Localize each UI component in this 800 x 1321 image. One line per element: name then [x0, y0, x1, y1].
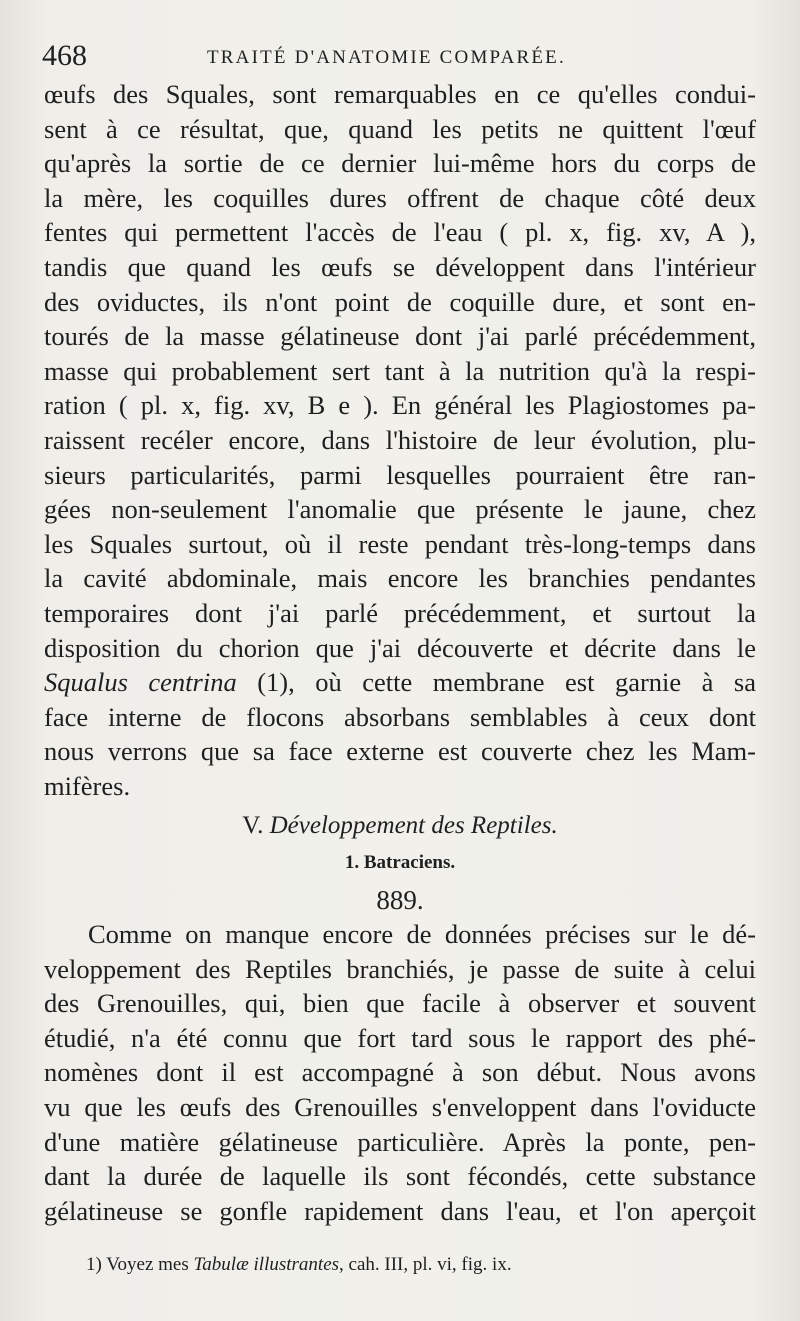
section-title: Développement des Reptiles.: [269, 812, 558, 839]
section-heading: [0, 806, 800, 846]
subsection-heading: 1. Batraciens.: [344, 852, 456, 873]
text-line: dant la durée de laquelle ils sont fécondés, cette substance: [44, 1161, 756, 1192]
page-number: 468: [42, 39, 87, 72]
page-header: [42, 36, 754, 76]
species-name: Squalus centrina: [44, 667, 237, 698]
text-line: sent à ce résultat, que, quand les petits ne quittent l'œuf: [44, 113, 756, 144]
text-line: d'une matière gélatineuse particulière. Après la ponte, pen-: [44, 1126, 756, 1157]
running-title: TRAITÉ D'ANATOMIE COMPARÉE.: [207, 47, 566, 68]
text-line: des oviductes, ils n'ont point de coquille dure, et sont en-: [44, 286, 756, 317]
paragraph-1: [44, 77, 756, 803]
text-line: masse qui probablement sert tant à la nutrition qu'à la respi-: [44, 355, 756, 386]
text-line: des Grenouilles, qui, bien que facile à observer et souvent: [44, 988, 756, 1019]
section-prefix: V.: [242, 812, 270, 839]
text-line: ration ( pl. x, fig. xv, B e ). En général les Plagiostomes pa-: [44, 390, 756, 421]
text-line: nomènes dont il est accompagné à son début. Nous avons: [44, 1057, 756, 1088]
paragraph-2: [44, 917, 756, 1228]
text-line: raissent recéler encore, dans l'histoire de leur évolution, plu-: [44, 424, 756, 455]
footnote-prefix: 1) Voyez mes: [86, 1254, 194, 1275]
text-line-first: Comme on manque encore de données précises sur le dé-: [88, 919, 756, 949]
text-line: fentes qui permettent l'accès de l'eau ( pl. x, fig. xv, A ),: [44, 217, 756, 248]
text-line: les Squales surtout, où il reste pendant très-long-temps dans: [44, 528, 756, 559]
text-line: tandis que quand les œufs se développent dans l'intérieur: [44, 251, 756, 282]
text-line: gélatineuse se gonfle rapidement dans l'eau, et l'on aperçoit: [44, 1195, 756, 1226]
text-line: étudié, n'a été connu que fort tard sous le rapport des phé-: [44, 1022, 756, 1053]
text-line: gées non-seulement l'anomalie que présente le jaune, chez: [44, 494, 756, 525]
text-line: la cavité abdominale, mais encore les branchies pendantes: [44, 563, 756, 594]
text-line: nous verrons que sa face externe est couverte chez les Mam-: [44, 736, 756, 767]
footnote-title: Tabulæ illustrantes: [193, 1254, 340, 1275]
footnote: [86, 1250, 766, 1280]
text-line: la mère, les coquilles dures offrent de chaque côté deux: [44, 182, 756, 213]
paragraph-number: 889.: [376, 885, 424, 915]
text-line: vu que les œufs des Grenouilles s'enveloppent dans l'oviducte: [44, 1091, 756, 1122]
species-line-rest: (1), où cette membrane est garnie à sa: [236, 667, 756, 698]
footnote-suffix: , cah. III, pl. vi, fig. ix.: [339, 1254, 512, 1275]
text-line: disposition du chorion que j'ai découverte et décrite dans le: [44, 632, 756, 663]
text-line: face interne de flocons absorbans semblables à ceux dont: [44, 701, 756, 732]
text-line: temporaires dont j'ai parlé précédemment, et surtout la: [44, 597, 756, 628]
text-line-last: mifères.: [44, 770, 131, 801]
text-line: sieurs particularités, parmi lesquelles pourraient être ran-: [44, 459, 756, 490]
text-line: tourés de la masse gélatineuse dont j'ai parlé précédemment,: [44, 321, 756, 352]
text-line-species: [44, 665, 756, 700]
text-line: qu'après la sortie de ce dernier lui-même hors du corps de: [44, 148, 756, 179]
text-line: œufs des Squales, sont remarquables en ce qu'elles condui-: [44, 79, 756, 109]
text-line: veloppement des Reptiles branchiés, je passe de suite à celui: [44, 953, 756, 984]
